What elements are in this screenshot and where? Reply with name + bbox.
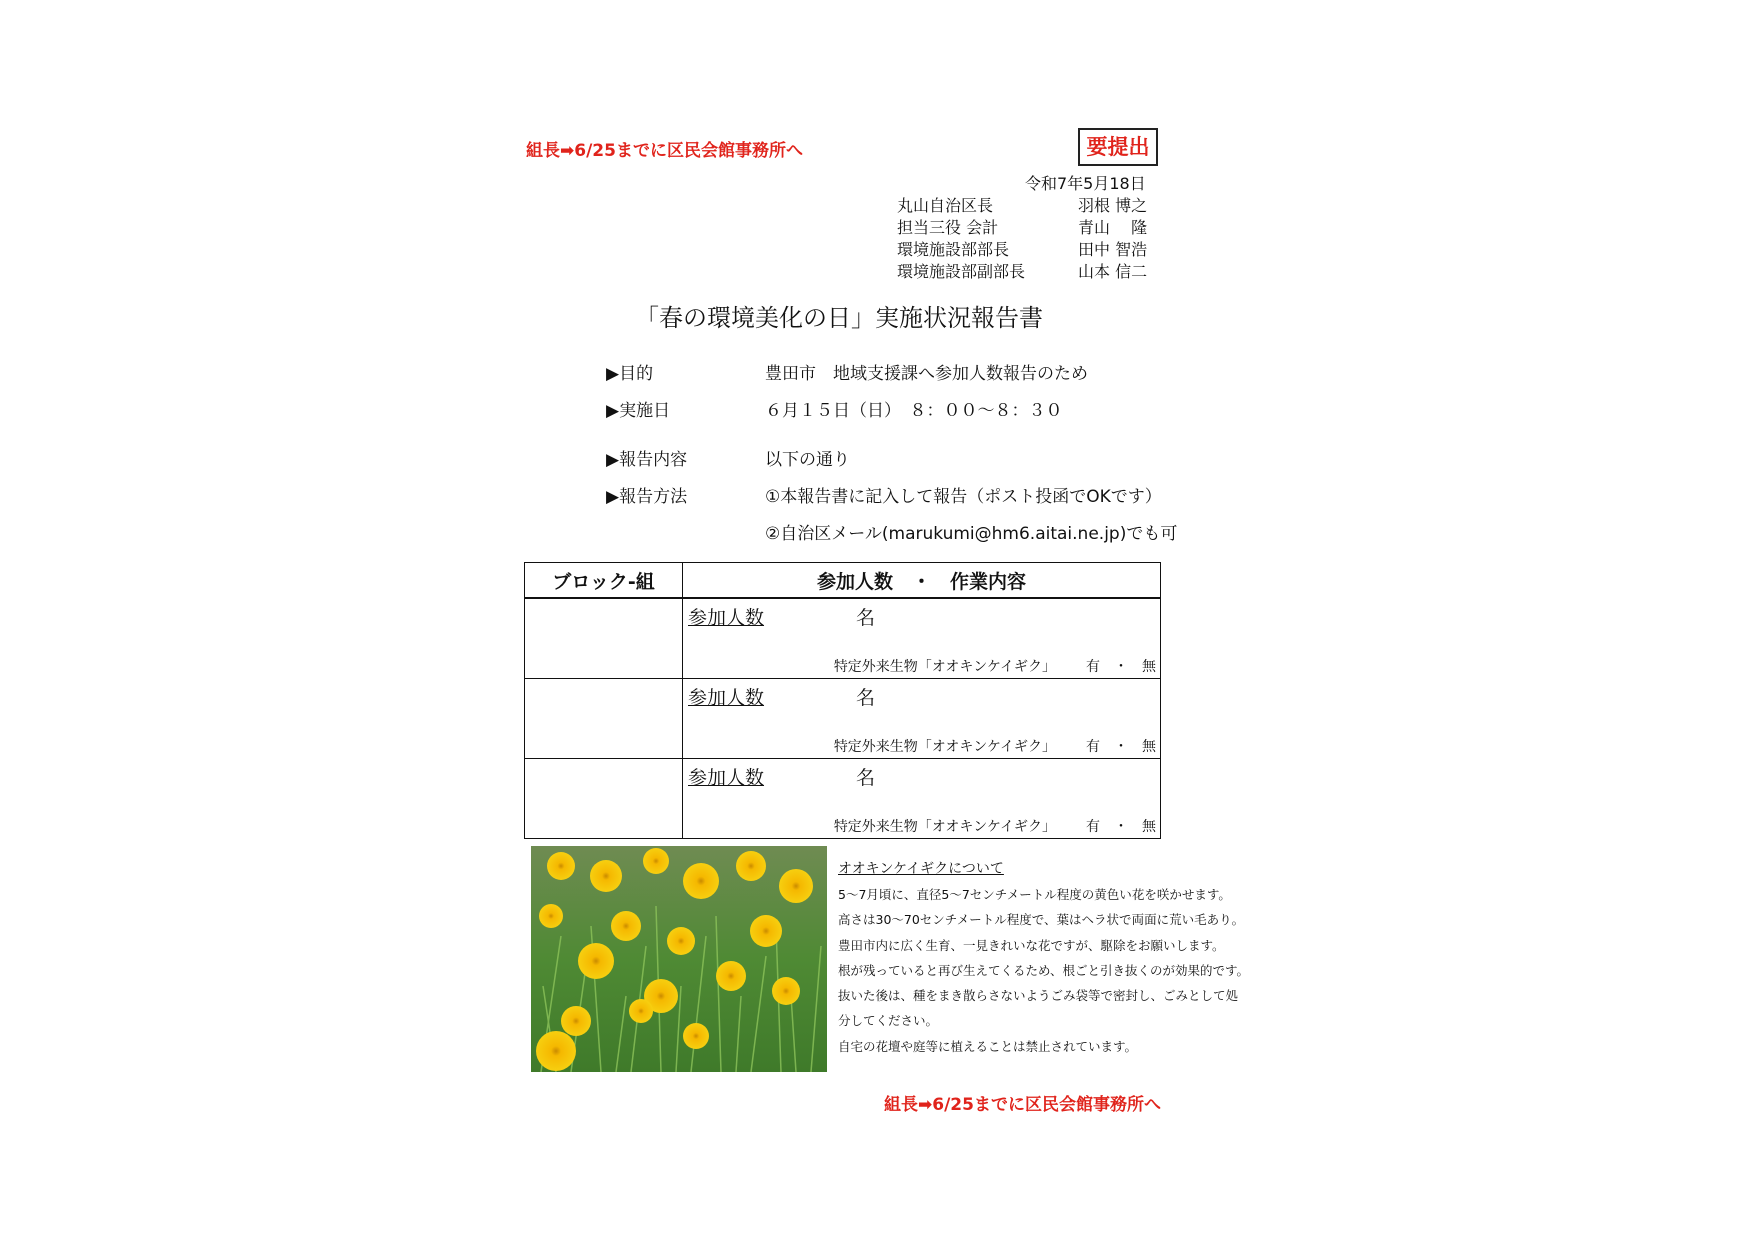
report-table: [524, 562, 1161, 839]
count-unit: 名: [856, 767, 876, 789]
participant-count-field[interactable]: [688, 683, 875, 710]
species-answer-option[interactable]: 有 ・ 無: [1086, 659, 1156, 675]
item-value-method-email: ②自治区メール(marukumi@hm6.aitai.ne.jp)でも可: [765, 524, 1178, 544]
document-date: 令和7年5月18日: [1025, 174, 1146, 193]
participants-cell[interactable]: [683, 759, 1161, 839]
header-block-group: ブロック-組: [525, 563, 683, 599]
species-check: [834, 736, 1156, 756]
species-answer-option[interactable]: 有 ・ 無: [1086, 739, 1156, 755]
item-label-content: ▶報告内容: [606, 450, 688, 470]
item-label-purpose: ▶目的: [606, 364, 654, 384]
count-label: 参加人数: [688, 607, 765, 629]
about-coreopsis-text: [838, 882, 1250, 1059]
participant-count-field[interactable]: [688, 603, 875, 630]
submission-notice-bottom: 組長➡6/25までに区民会館事務所へ: [884, 1095, 1161, 1115]
item-value-content: 以下の通り: [765, 450, 850, 470]
species-check: [834, 656, 1156, 676]
officer-name: 青山 隆: [1078, 218, 1148, 237]
submission-required-stamp: 要提出: [1078, 128, 1158, 166]
officer-role: 環境施設部部長: [897, 240, 1010, 259]
officer-role: 環境施設部副部長: [897, 262, 1026, 281]
participants-cell[interactable]: [683, 598, 1161, 679]
officer-role: 担当三役 会計: [897, 218, 999, 237]
officer-role: 丸山自治区長: [897, 196, 994, 215]
block-group-cell[interactable]: [525, 759, 683, 839]
table-header-row: [525, 563, 1161, 599]
item-value-purpose: 豊田市 地域支援課へ参加人数報告のため: [765, 364, 1088, 384]
report-title: 「春の環境美化の日」実施状況報告書: [635, 304, 1043, 332]
about-line: 抜いた後は、種をまき散らさないようごみ袋等で密封し、ごみとして処: [838, 988, 1239, 1004]
item-value-date: ６月１５日（日） ８：００～８：３０: [765, 401, 1063, 421]
species-label: 特定外来生物「オオキンケイギク」: [833, 739, 1056, 755]
about-line: 分してください。: [838, 1013, 939, 1029]
species-label: 特定外来生物「オオキンケイギク」: [833, 819, 1056, 835]
item-label-date: ▶実施日: [606, 401, 671, 421]
participants-cell[interactable]: [683, 679, 1161, 759]
count-unit: 名: [856, 607, 876, 629]
submission-notice-top: 組長➡6/25までに区民会館事務所へ: [526, 141, 803, 161]
about-coreopsis-title: オオキンケイギクについて: [838, 861, 1004, 877]
block-group-cell[interactable]: [525, 598, 683, 679]
table-row: [525, 759, 1161, 839]
about-line: 豊田市内に広く生育、一見きれいな花ですが、駆除をお願いします。: [838, 937, 1225, 953]
table-row: [525, 679, 1161, 759]
species-check: [834, 816, 1156, 836]
participant-count-field[interactable]: [688, 763, 875, 790]
count-label: 参加人数: [688, 767, 765, 789]
about-line: 高さは30～70センチメートル程度で、葉はヘラ状で両面に荒い毛あり。: [838, 912, 1245, 928]
item-label-method: ▶報告方法: [606, 487, 688, 507]
officer-name: 山本 信二: [1078, 262, 1148, 281]
block-group-cell[interactable]: [525, 679, 683, 759]
count-unit: 名: [856, 687, 876, 709]
officer-name: 羽根 博之: [1078, 196, 1148, 215]
officer-name: 田中 智浩: [1078, 240, 1148, 259]
about-line: 根が残っていると再び生えてくるため、根ごと引き抜くのが効果的です。: [838, 962, 1250, 978]
count-label: 参加人数: [688, 687, 765, 709]
coreopsis-flower-photo: [531, 846, 827, 1072]
about-line: 5～7月頃に、直径5～7センチメートル程度の黄色い花を咲かせます。: [838, 887, 1231, 902]
header-participants-work: 参加人数 ・ 作業内容: [683, 563, 1161, 599]
about-line: 自宅の花壇や庭等に植えることは禁止されています。: [838, 1038, 1138, 1054]
table-row: [525, 598, 1161, 679]
species-answer-option[interactable]: 有 ・ 無: [1086, 819, 1156, 835]
item-value-method: ①本報告書に記入して報告（ポスト投函でOKです）: [765, 487, 1162, 507]
species-label: 特定外来生物「オオキンケイギク」: [833, 659, 1056, 675]
